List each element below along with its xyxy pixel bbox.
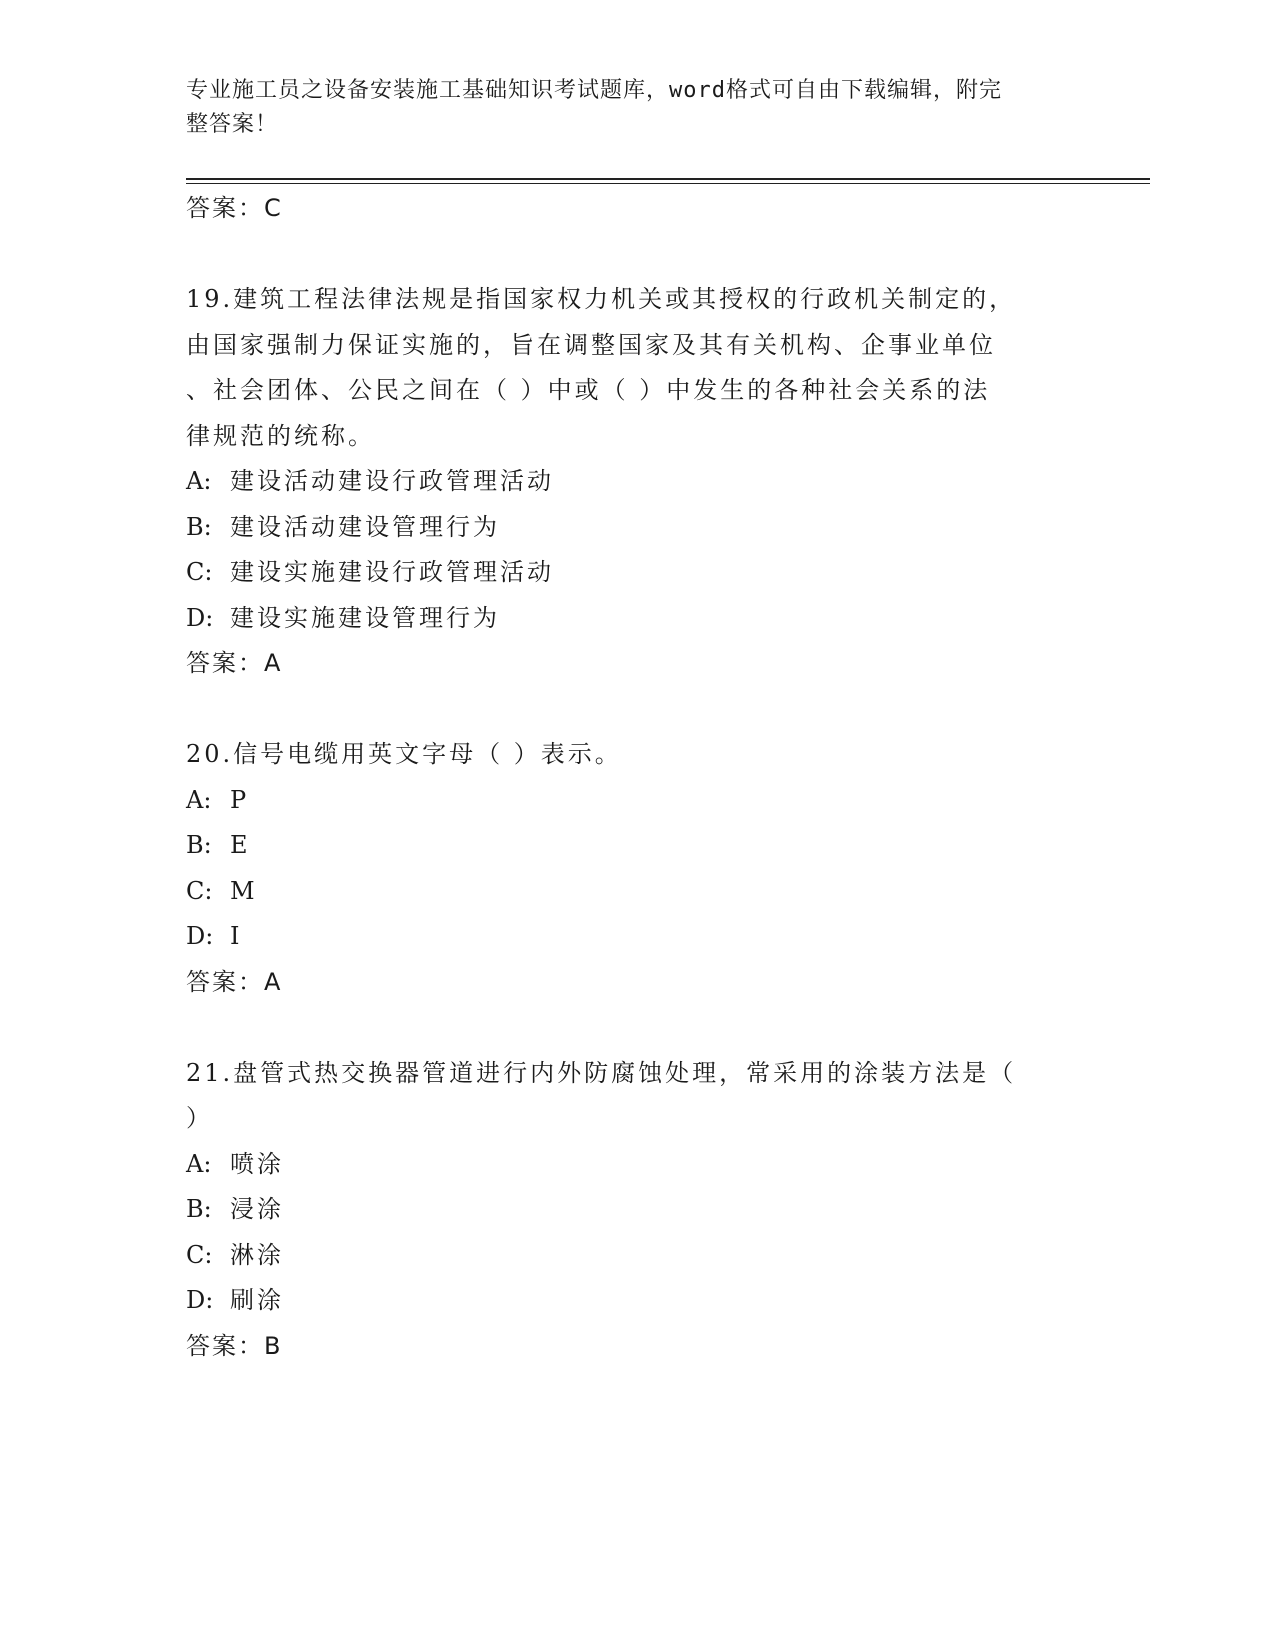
question-text: 律规范的统称。 (186, 421, 375, 450)
header-divider (186, 178, 1150, 180)
option-a (186, 459, 1086, 505)
answer-line: 答案：A (186, 967, 283, 996)
option-text: I (230, 922, 243, 950)
option-d (186, 1278, 1086, 1324)
page-header (186, 74, 1066, 142)
question-text: 21.盘管式热交换器管道进行内外防腐蚀处理，常采用的涂装方法是（ (186, 1058, 1017, 1087)
option-c (186, 869, 1086, 915)
option-letter: A: (186, 785, 212, 814)
option-text: 建设实施建设管理行为 (230, 603, 500, 632)
question-block (186, 1051, 1086, 1370)
exam-content (186, 186, 1086, 1369)
option-letter: A: (186, 1149, 212, 1178)
option-text: 建设实施建设行政管理活动 (230, 558, 554, 586)
answer-line: 答案：B (186, 1331, 283, 1360)
question-block (186, 732, 1086, 1005)
option-letter: B: (186, 831, 212, 859)
option-letter: B: (186, 1195, 212, 1223)
option-c (186, 1233, 1086, 1279)
option-text: P (230, 785, 250, 814)
question-text: 19.建筑工程法律法规是指国家权力机关或其授权的行政机关制定的， (186, 285, 1017, 313)
header-line: 专业施工员之设备安装施工基础知识考试题库，word格式可自由下载编辑，附完 (186, 78, 1002, 103)
option-letter: D: (186, 1286, 214, 1314)
option-text: E (230, 831, 251, 859)
option-letter: C: (186, 558, 213, 586)
option-text: 浸涂 (230, 1195, 284, 1223)
question-text: ） (186, 1104, 213, 1132)
option-letter: C: (186, 876, 213, 905)
option-text: 淋涂 (230, 1240, 284, 1269)
question-block (186, 277, 1086, 687)
option-text: 刷涂 (230, 1286, 284, 1314)
question-text: 、社会团体、公民之间在（ ）中或（ ）中发生的各种社会关系的法 (186, 376, 991, 404)
question-text: 20.信号电缆用英文字母（ ）表示。 (186, 740, 622, 768)
spacer (186, 687, 1086, 733)
option-b (186, 1187, 1086, 1233)
question-text: 由国家强制力保证实施的，旨在调整国家及其有关机构、企事业单位 (186, 330, 996, 359)
option-text: M (230, 876, 258, 905)
option-d (186, 914, 1086, 960)
option-letter: B: (186, 512, 212, 541)
option-b (186, 823, 1086, 869)
option-a (186, 778, 1086, 824)
option-c (186, 550, 1086, 596)
option-letter: D: (186, 603, 214, 632)
option-text: 建设活动建设管理行为 (230, 512, 500, 541)
option-text: 喷涂 (230, 1149, 284, 1178)
option-b (186, 505, 1086, 551)
option-letter: D: (186, 922, 214, 950)
option-d (186, 596, 1086, 642)
option-a (186, 1142, 1086, 1188)
option-text: 建设活动建设行政管理活动 (230, 467, 554, 495)
answer-line: 答案：C (186, 194, 283, 222)
spacer (186, 1005, 1086, 1051)
option-letter: C: (186, 1240, 213, 1269)
spacer (186, 232, 1086, 278)
header-line: 整答案！ (186, 112, 279, 137)
header-divider (186, 183, 1150, 184)
answer-line: 答案：A (186, 649, 283, 677)
option-letter: A: (186, 467, 212, 495)
